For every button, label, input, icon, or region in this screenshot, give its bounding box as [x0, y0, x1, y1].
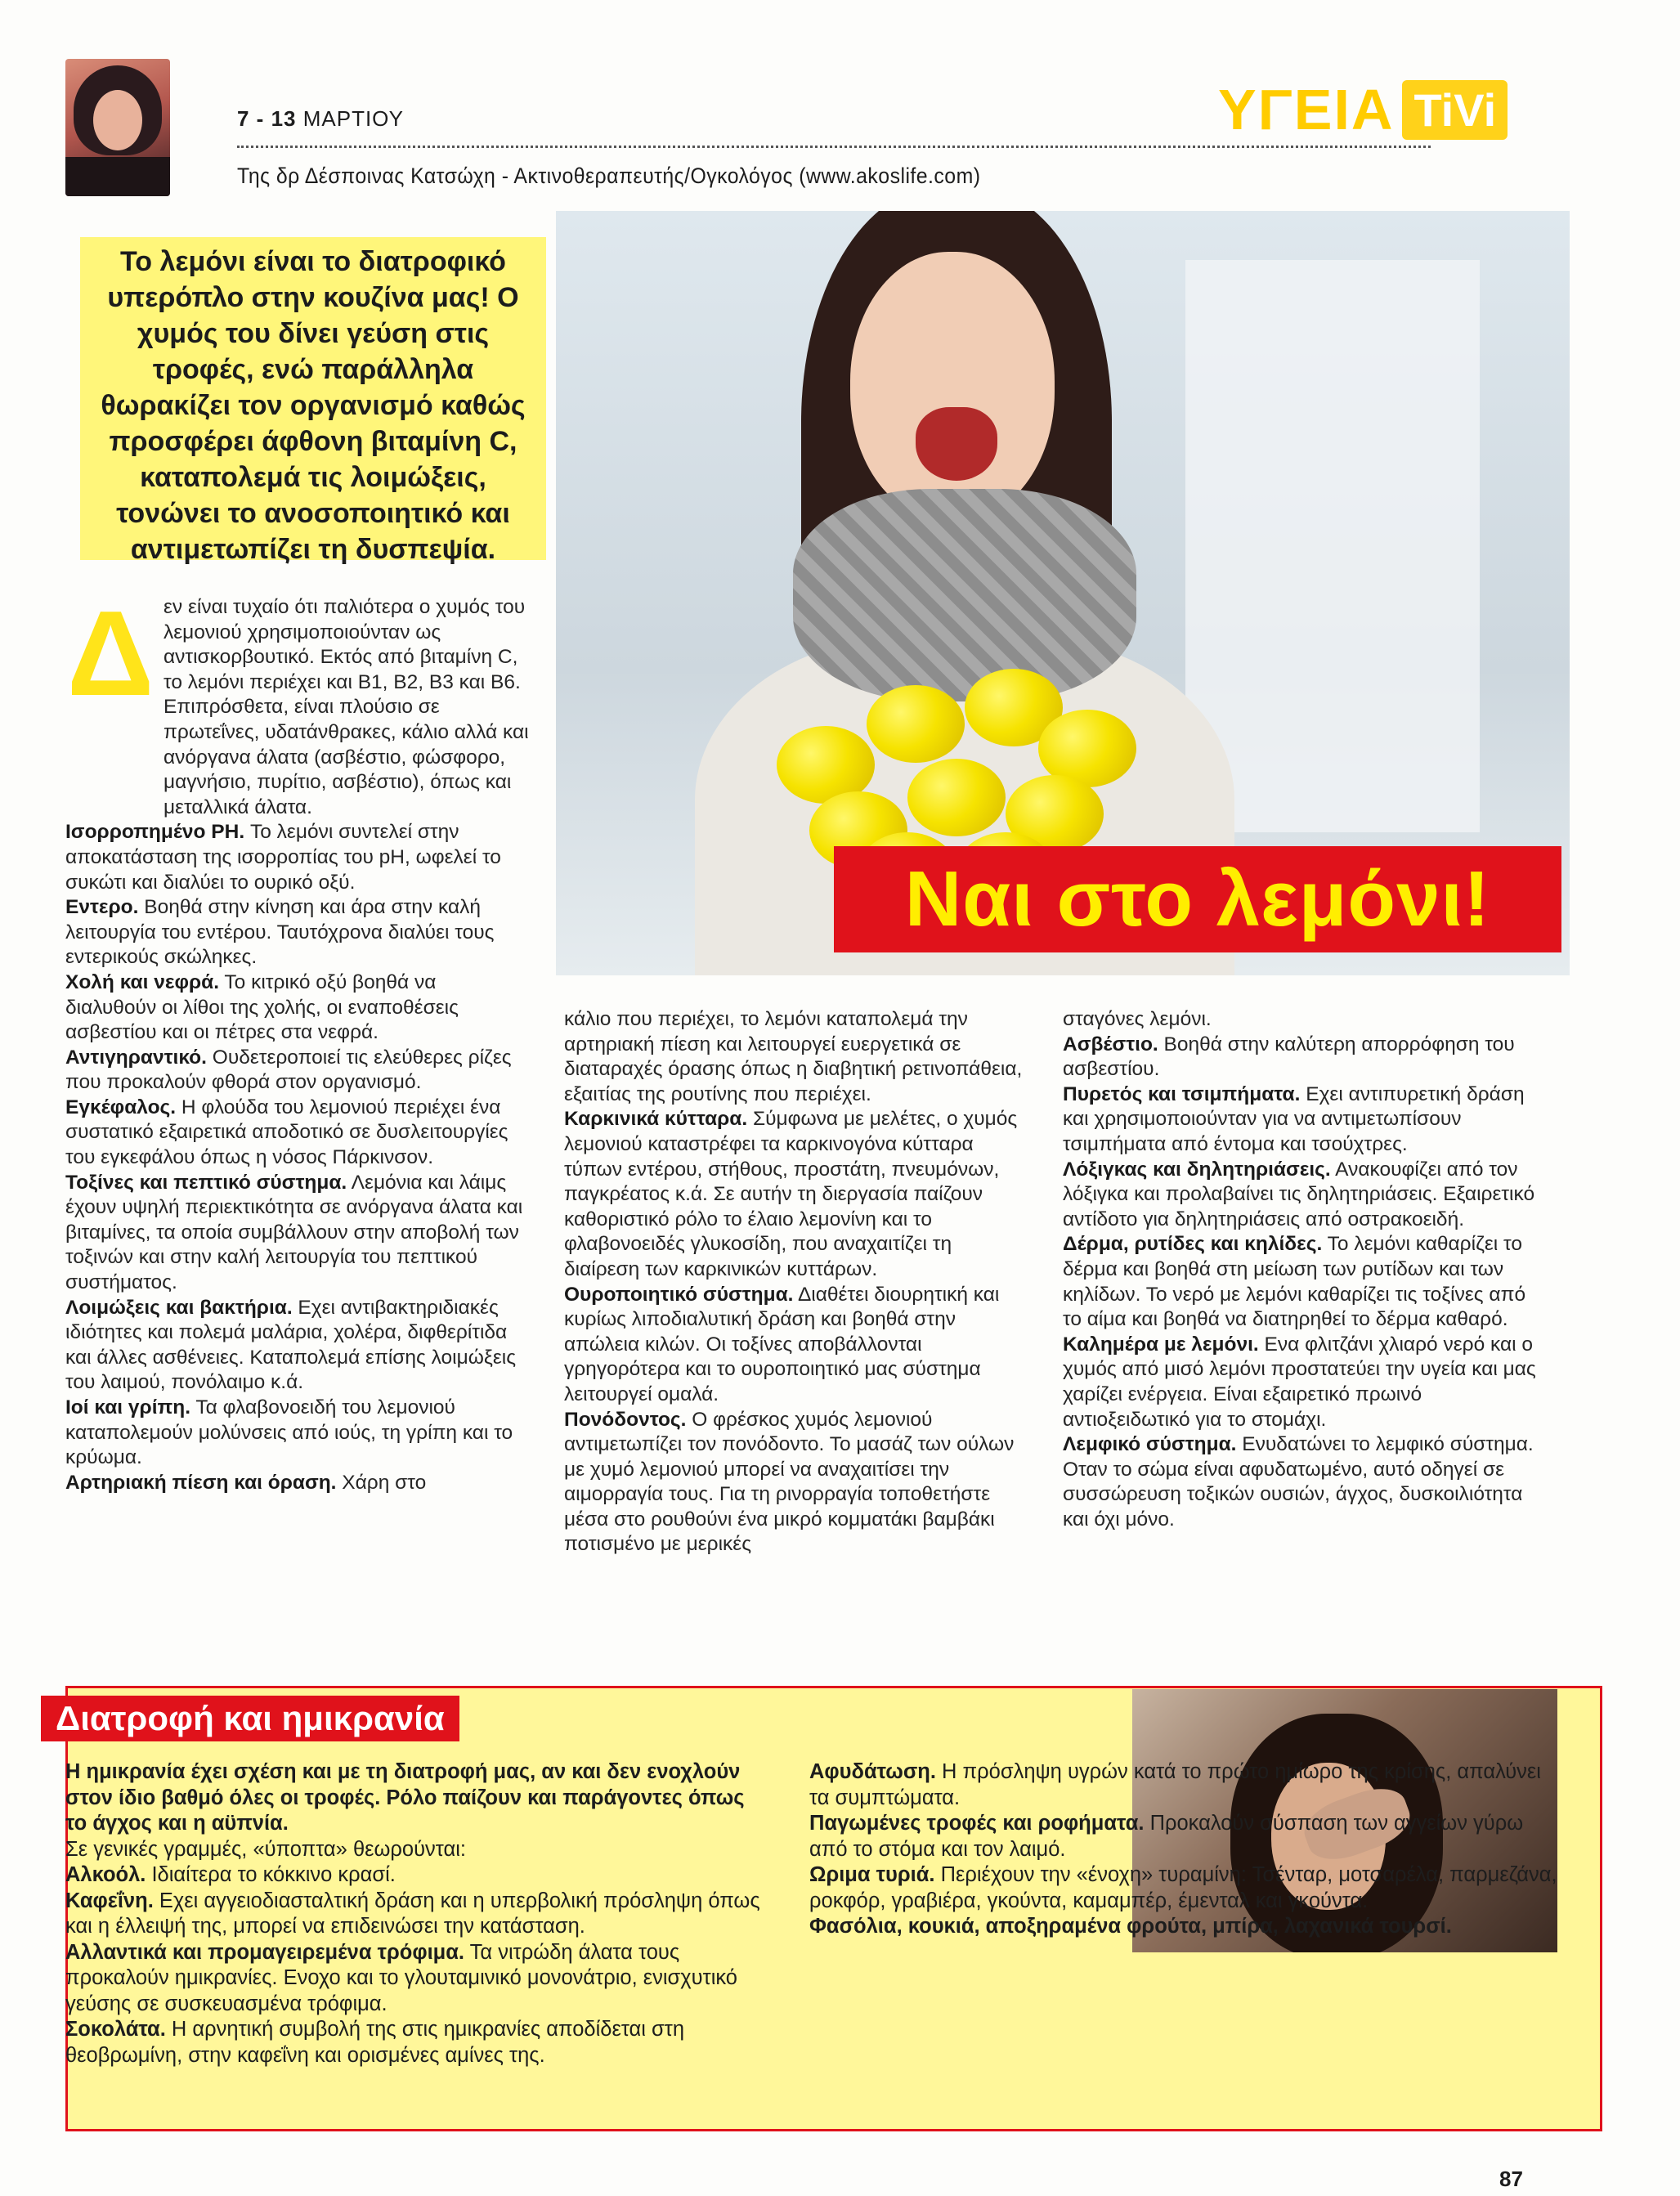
entry-heading: Σοκολάτα.: [65, 2018, 166, 2041]
article-title: Ναι στο λεμόνι!: [904, 855, 1491, 943]
entry: [1063, 1333, 1541, 1432]
col2-items: [564, 1107, 1028, 1557]
entry-text: Ανακουφίζει από τον λόξιγκα και προλαβαίνει τις δηλητηριάσεις. Εξαιρετικό αντίδοτο για δηλητηριάσεις από οστρακοειδή.: [1063, 1158, 1535, 1230]
entry-heading: Λοιμώξεις και βακτήρια.: [65, 1296, 293, 1319]
entry-heading: Λόξιγκας και δηλητηριάσεις.: [1063, 1158, 1331, 1181]
entry-heading: Χολή και νεφρά.: [65, 970, 220, 993]
entry: [65, 1046, 531, 1096]
entry-text: Τα φλαβονοειδή του λεμονιού καταπολεμούν μολύνσεις από ιούς, τη γρίπη και το κρύωμα.: [65, 1396, 513, 1469]
entry-heading: Ισορροπημένο PH.: [65, 821, 245, 844]
entry-text: Το λεμόνι καθαρίζει το δέρμα και βοηθά στη μείωση των ρυτίδων και των κηλίδων. Το νερό με λεμόνι καθαρίζει τις τοξίνες από το αίμα και βοηθά να διατηρηθεί το δέρμα καθαρό.: [1063, 1233, 1526, 1331]
sidebar-intro: Η ημικρανία έχει σχέση και με τη διατροφή μας, αν και δεν ενοχλούν στον ίδιο βαθμό όλες οι τροφές. Ρόλο παίζουν και παράγοντες όπως το άγχος και η αϋπνία.: [65, 1760, 745, 1835]
entry-text: Ενυδατώνει το λεμφικό σύστημα. Οταν το σώμα είναι αφυδατωμένο, αυτό οδηγεί σε συσσώρευση τοξικών ουσιών, άγχος, δυσκοιλιότητα και όχι μόνο.: [1063, 1433, 1534, 1530]
entry-heading: Παγωμένες τροφές και ροφήματα.: [809, 1812, 1145, 1835]
col3-lead: σταγόνες λεμόνι.: [1063, 1008, 1212, 1030]
entry: [564, 1408, 1028, 1558]
entry-heading: Καρκινικά κύτταρα.: [564, 1108, 748, 1131]
entry: [65, 1889, 768, 1940]
entry-heading: Αντιγηραντικό.: [65, 1046, 207, 1069]
entry: [65, 1940, 768, 2018]
entry-text: Η φλούδα του λεμονιού περιέχει ένα συστατικό εξαιρετικά αποδοτικό σε δυσλειτουργίες του εγκεφάλου όπως η νόσος Πάρκινσον.: [65, 1096, 508, 1169]
entry: [809, 1862, 1561, 1914]
sidebar-right-column: [809, 1759, 1561, 1940]
sidebar-right-items: [809, 1759, 1561, 1940]
sidebar-title-banner: [41, 1696, 459, 1741]
col2-lead: κάλιο που περιέχει, το λεμόνι καταπολεμά την αρτηριακή πίεση και λειτουργεί ευεργετικά σε διαταραχές όρασης όπως η διαβητική ρετινοπάθεια, εξαιτίας της ρουτίνης που περιέχει.: [564, 1008, 1023, 1105]
text-column-2: [564, 1007, 1028, 1557]
entry: [65, 1471, 531, 1496]
entry-heading: Αλκοόλ.: [65, 1863, 146, 1886]
entry-text: Βοηθά στην κίνηση και άρα στην καλή λειτουργία του εντέρου. Ταυτόχρονα διαλύει τους εντερικούς σκώληκες.: [65, 896, 495, 969]
entry-heading: Πυρετός και τσιμπήματα.: [1063, 1082, 1301, 1105]
entry-text: Τα νιτρώδη άλατα τους προκαλούν ημικρανίες. Ενοχο και το γλουταμινικό μονονάτριο, ενισχυτικό γεύσης σε συσκευασμένα τρόφιμα.: [65, 1940, 737, 2015]
entry-text: Χάρη στο: [336, 1471, 427, 1494]
entry: [809, 1811, 1561, 1862]
entry-text: Ενα φλιτζάνι χλιαρό νερό και ο χυμός από μισό λεμόνι προστατεύει την υγεία και μας χαρίζει ενέργεια. Είναι εξαιρετικό πρωινό αντιοξειδωτικό για το στομάχι.: [1063, 1333, 1536, 1431]
brand-logo: TiVi: [1402, 80, 1508, 140]
entry-heading: Λεμφικό σύστημα.: [1063, 1433, 1237, 1456]
entry-text: Εχει αντιπυρετική δράση και χρησιμοποιούνταν για να αντιμετωπίσουν τσιμπήματα από έντομα και τσούχτρες.: [1063, 1082, 1525, 1155]
entry: [1063, 1158, 1541, 1233]
entry-text: Λεμόνια και λάιμς έχουν υψηλή περιεκτικότητα σε ανόργανα άλατα και βιταμίνες, τα οποία συμβάλλουν στην αποβολή των τοξινών και στην καλή λειτουργία του πεπτικού συστήματος.: [65, 1171, 523, 1294]
entry-heading: Ιοί και γρίπη.: [65, 1396, 191, 1418]
entry-heading: Πονόδοντος.: [564, 1408, 687, 1431]
entry: [65, 970, 531, 1046]
entry: [65, 820, 531, 895]
entry: [65, 1296, 531, 1396]
entry: [564, 1107, 1028, 1282]
page-number: 87: [1499, 2167, 1523, 2191]
entry-heading: Αλλαντικά και προμαγειρεμένα τρόφιμα.: [65, 1940, 465, 1964]
entry-text: Το λεμόνι συντελεί στην αποκατάσταση της ισορροπίας του pH, ωφελεί το συκώτι και διαλύει το ουρικό οξύ.: [65, 821, 501, 894]
text-column-3: [1063, 1007, 1541, 1532]
entry: [564, 1283, 1028, 1408]
header-divider: [237, 146, 1431, 148]
entry-text: Διαθέτει διουρητική και κυρίως λιποδιαλυτική δράση και βοηθά στην απώλεια κιλών. Οι τοξίνες αποβάλλονται γρηγορότερα και το ουροποιητικό μας σύστημα λειτουργεί ομαλά.: [564, 1283, 1000, 1405]
author-photo: [65, 59, 170, 196]
col3-items: [1063, 1033, 1541, 1533]
entry: [65, 1396, 531, 1471]
col1-items: [65, 820, 531, 1495]
entry-heading: Ουροποιητικό σύστημα.: [564, 1283, 794, 1306]
entry: [65, 1171, 531, 1296]
entry: [65, 1862, 768, 1889]
entry-text: Προκαλούν σύσπαση των αγγείων γύρω από το στόμα και τον λαιμό.: [809, 1812, 1524, 1861]
entry-text: Εχει αγγειοδιασταλτική δράση και η υπερβολική πρόσληψη όπως και η έλλειψή της, μπορεί να επιδεινώσει την κατάσταση.: [65, 1889, 760, 1938]
entry: [1063, 1082, 1541, 1158]
entry: [809, 1759, 1561, 1811]
entry-heading: Δέρμα, ρυτίδες και κηλίδες.: [1063, 1233, 1323, 1256]
sidebar-left-items: [65, 1862, 768, 2068]
drop-cap: Δ: [67, 586, 155, 721]
issue-date: 7 - 13 ΜΑΡΤΙΟΥ: [237, 106, 404, 131]
entry-text: Εχει αντιβακτηριδιακές ιδιότητες και πολεμά μαλάρια, χολέρα, διφθερίτιδα και άλλες ασθένειες. Καταπολεμά επίσης λοιμώξεις του λαιμού, πονόλαιμο κ.ά.: [65, 1296, 516, 1394]
sidebar-title: Διατροφή και ημικρανία: [56, 1699, 445, 1737]
entry-heading: Εντερο.: [65, 896, 139, 919]
entry: [65, 2017, 768, 2068]
lead-paragraph: εν είναι τυχαίο ότι παλιότερα ο χυμός του λεμονιού χρησιμοποιούνταν ως αντισκορβουτικό. Εκτός από βιταμίνη C, το λεμόνι περιέχει και B1, B2, B3 και B6. Επιπρόσθετα, είναι πλούσιο σε πρωτεΐνες, υδατάνθρακες, κάλιο αλλά και ανόργανα άλατα (ασβέστιο, φώσφορο, μαγνήσιο, πυρίτιο, ασβέστιο), όπως και μεταλλικά άλατα.: [164, 596, 529, 818]
entry: [1063, 1033, 1541, 1082]
entry-heading: Εγκέφαλος.: [65, 1096, 177, 1118]
section-title: ΥΓΕΙΑ: [1218, 78, 1395, 141]
entry-text: Σύμφωνα με μελέτες, ο χυμός λεμονιού καταστρέφει τα καρκινογόνα κύτταρα τύπων εντέρου, στήθους, προστάτη, πνευμόνων, παγκρέατος κ.ά. Σε αυτήν τη διεργασία παίζουν καθοριστικό ρόλο το έλαιο λεμονίνη και το φλαβονοειδές γλυκοσίδη, που αναχαιτίζει τη διαίρεση των καρκινικών κυττάρων.: [564, 1108, 1018, 1280]
entry: [1063, 1432, 1541, 1532]
entry-heading: Ασβέστιο.: [1063, 1033, 1158, 1055]
entry: [65, 895, 531, 970]
entry: [1063, 1232, 1541, 1332]
entry-text: Ο φρέσκος χυμός λεμονιού αντιμετωπίζει τον πονόδοντο. Το μασάζ των ούλων με χυμό λεμονιού μπορεί να αναχαιτίσει την αιμορραγία τους. Για τη ρινορραγία τοποθετήστε μέσα στο ρουθούνι ένα μικρό κομματάκι βαμβάκι ποτισμένο με μερικές: [564, 1408, 1015, 1556]
entry: [809, 1914, 1561, 1940]
entry-heading: Ωριμα τυριά.: [809, 1863, 935, 1886]
entry-heading: Καφεΐνη.: [65, 1889, 154, 1912]
text-column-1: [65, 586, 531, 1495]
entry-text: Ουδετεροποιεί τις ελεύθερες ρίζες που προκαλούν φθορά στον οργανισμό.: [65, 1046, 512, 1094]
sidebar-note: Σε γενικές γραμμές, «ύποπτα» θεωρούνται:: [65, 1837, 466, 1861]
entry-heading: Καλημέρα με λεμόνι.: [1063, 1333, 1259, 1356]
entry-heading: Αρτηριακή πίεση και όραση.: [65, 1471, 337, 1494]
entry-text: Το κιτρικό οξύ βοηθά να διαλυθούν οι λίθοι της χολής, οι εναποθέσεις ασβεστίου και οι πέτρες στα νεφρά.: [65, 970, 459, 1044]
entry: [65, 1096, 531, 1171]
entry-heading: Φασόλια, κουκιά, αποξηραμένα φρούτα, μπίρα, λαχανικά τουρσί.: [809, 1915, 1452, 1938]
entry-heading: Τοξίνες και πεπτικό σύστημα.: [65, 1171, 347, 1194]
entry-heading: Αφυδάτωση.: [809, 1760, 936, 1783]
entry-text: Βοηθά στην καλύτερη απορρόφηση του ασβεστίου.: [1063, 1033, 1515, 1081]
intro-box: Το λεμόνι είναι το διατροφικό υπερόπλο στην κουζίνα μας! Ο χυμός του δίνει γεύση στις τροφές, ενώ παράλληλα θωρακίζει τον οργανισμό καθώς προσφέρει άφθονη βιταμίνη C, καταπολεμά τις λοιμώξεις, τονώνει το ανοσοποιητικό και αντιμετωπίζει τη δυσπεψία.: [80, 237, 546, 560]
sidebar-left-column: [65, 1759, 768, 2068]
section-logo: [1218, 78, 1508, 141]
entry-text: Η πρόσληψη υγρών κατά το πρώτο ημίωρο της κρίσης, απαλύνει τα συμπτώματα.: [809, 1760, 1541, 1809]
byline: Της δρ Δέσποινας Κατσώχη - Ακτινοθεραπευτής/Ογκολόγος (www.akoslife.com): [237, 164, 981, 188]
article-title-banner: [834, 846, 1561, 952]
entry-text: Η αρνητική συμβολή της στις ημικρανίες αποδίδεται στη θεοβρωμίνη, στην καφεΐνη και ορισμένες αμίνες της.: [65, 2018, 685, 2067]
entry-text: Ιδιαίτερα το κόκκινο κρασί.: [146, 1863, 396, 1886]
entry-text: Περιέχουν την «ένοχη» τυραμίνη: Τσένταρ, μοτσαρέλα, παρμεζάνα, ροκφόρ, γραβιέρα, γκούντα, καμαμπέρ, έμενταλ και γκούντα.: [809, 1863, 1557, 1912]
